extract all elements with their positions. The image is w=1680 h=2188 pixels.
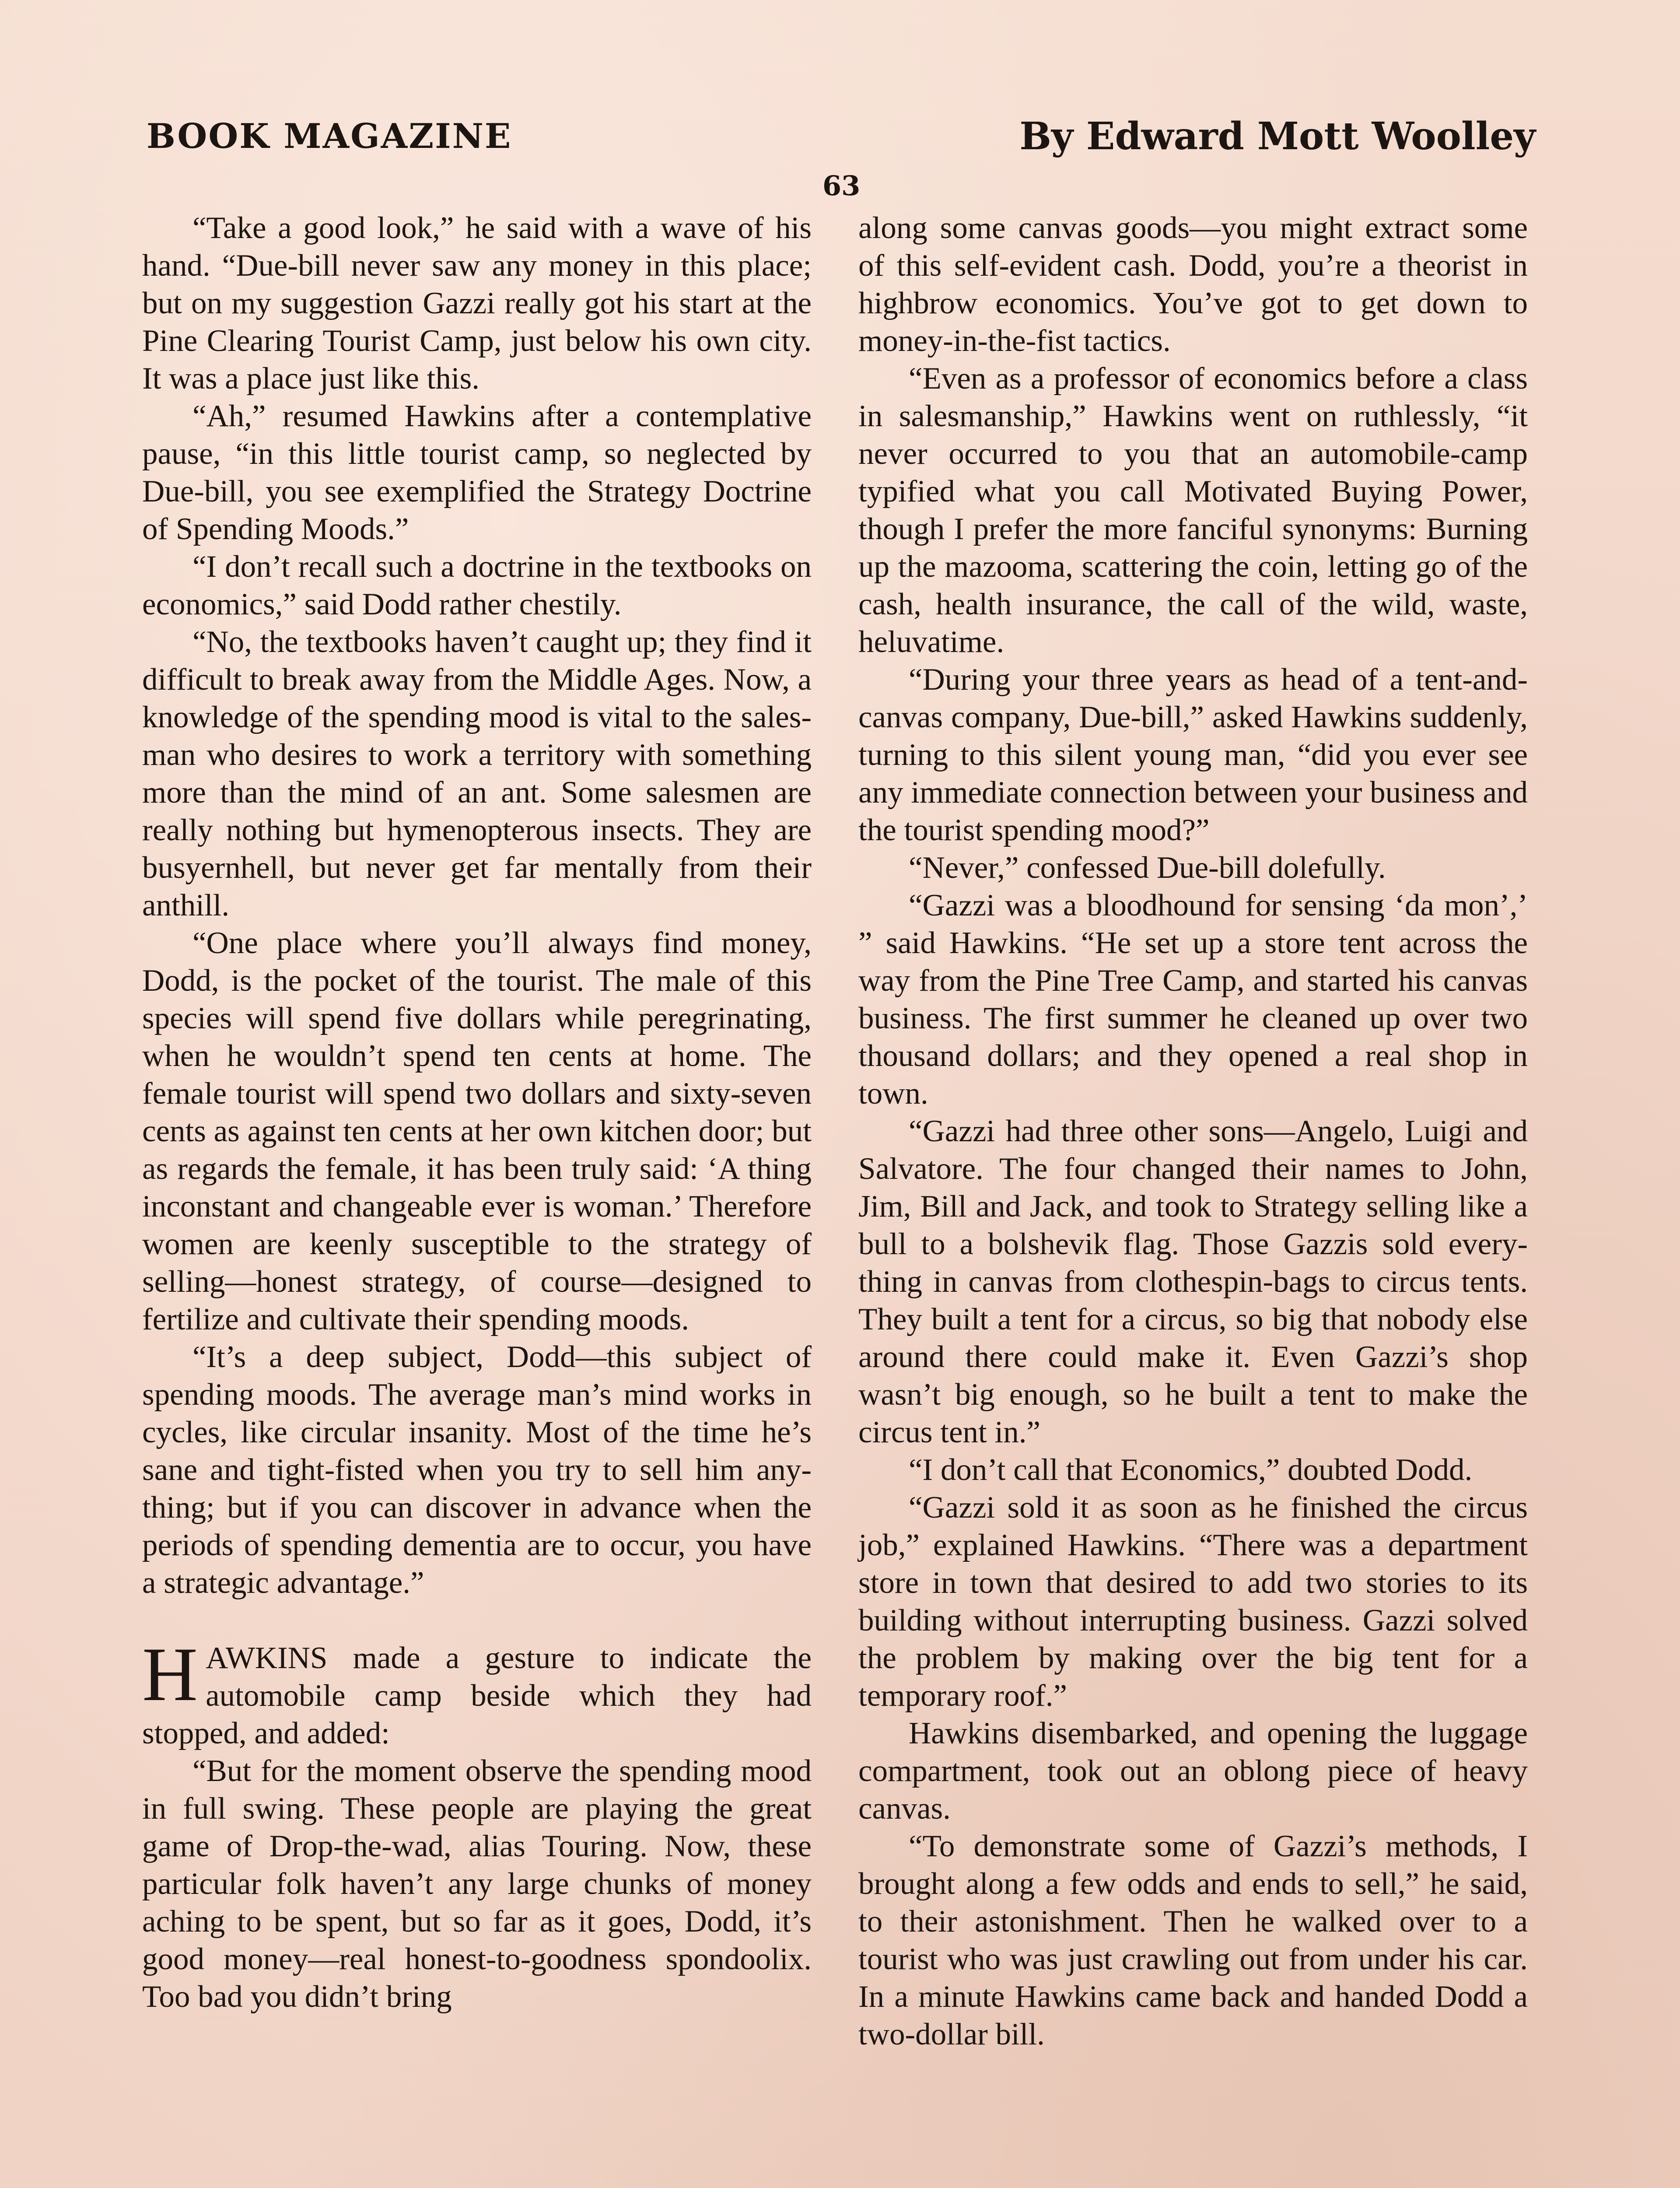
paragraph: “To demonstrate some of Gazzi’s methods, I brought along a few odds and ends to sell,” he said, to their astonishment. Then he walked over to a tourist who was just crawling out from under his car. In a minute Hawkins came back and handed Dodd a two-dollar bill. [858, 1829, 1528, 2051]
paragraph: Hawkins disembarked, and opening the luggage compartment, took out an oblong piece of heavy canvas. [858, 1716, 1528, 1826]
paragraph: “Ah,” resumed Hawkins after a contemplative pause, “in this little tourist camp, so neglected by Due-bill, you see exemplified the Strategy Doctrine of Spending Moods.” [142, 399, 812, 546]
author-byline: By Edward Mott Woolley [1019, 114, 1536, 158]
paragraph: “No, the textbooks haven’t caught up; they find it difficult to break away from the Middle Ages. Now, a knowledge of the spending mood is vital to the salesman who desires to work a territory with something more than the mind of an ant. Some salesmen are really nothing but hymenopterous insects. They are busyernhell, but never get far mentally from their anthill. [142, 625, 812, 922]
drop-cap-letter: H [142, 1632, 198, 1717]
paragraph: “During your three years as head of a tent-and-canvas company, Due-bill,” asked Hawkins suddenly, turning to this silent young man, “did you ever see any immediate connection between your business and the tourist spending mood?” [858, 663, 1528, 847]
paragraph: “Gazzi was a bloodhound for sensing ‘da mon’,’ ” said Hawkins. “He set up a store tent across the way from the Pine Tree Camp, and started his canvas business. The first summer he cleaned up over two thousand dollars; and they opened a real shop in town. [858, 888, 1528, 1111]
paragraph: “Gazzi sold it as soon as he finished the circus job,” explained Hawkins. “There was a department store in town that desired to add two stories to its building without interrupting business. Gazzi solved the problem by making over the big tent for a temporary roof.” [858, 1490, 1528, 1713]
page-number: 63 [822, 170, 861, 202]
paragraph: “Never,” confessed Due-bill dolefully. [909, 851, 1386, 885]
left-text-column [142, 209, 812, 2016]
section-opening-paragraph [142, 1632, 812, 1752]
right-text-column [858, 209, 1528, 2053]
paragraph: “Gazzi had three other sons—Angelo, Luigi and Salvatore. The four changed their names to John, Jim, Bill and Jack, and took to Strategy selling like a bull to a bolshevik flag. Those Gazzis sold everything in canvas from clothespin-bags to circus tents. They built a tent for a circus, so big that nobody else around there could make it. Even Gazzi’s shop wasn’t big enough, so he built a tent to make the circus tent in.” [858, 1114, 1528, 1449]
paragraph: “It’s a deep subject, Dodd—this subject of spending moods. The average man’s mind works in cycles, like circular insanity. Most of the time he’s sane and tight-fisted when you try to sell him anything; but if you can discover in advance when the periods of spending dementia are to occur, you have a strategic advantage.” [142, 1340, 812, 1600]
paragraph: “I don’t call that Economics,” doubted Dodd. [909, 1453, 1473, 1487]
paragraph: “But for the moment observe the spending mood in full swing. These people are playing the great game of Drop-the-wad, alias Touring. Now, these particular folk haven’t any large chunks of money aching to be spent, but so far as it goes, Dodd, it’s good money—real honest-to-goodness spondoolix. Too bad you didn’t bring [142, 1754, 812, 2014]
continued-paragraph: along some canvas goods—you might extract some of this self-evident cash. Dodd, you’re a theorist in highbrow economics. You’ve got to get down to money-in-the-fist tactics. [858, 211, 1528, 358]
paragraph: “Take a good look,” he said with a wave of his hand. “Due-bill never saw any money in this place; but on my suggestion Gazzi really got his start at the Pine Clearing Tourist Camp, just below his own city. It was a place just like this. [142, 211, 812, 396]
paragraph: “Even as a professor of economics before a class in salesmanship,” Hawkins went on ruthlessly, “it never occurred to you that an automobile-camp typified what you call Motivated Buying Power, though I prefer the more fanciful synonyms: Burning up the mazooma, scattering the coin, letting go of the cash, health insurance, the call of the wild, waste, heluvatime. [858, 361, 1528, 659]
section-opening-text: AWKINS made a gesture to indicate the automobile camp beside which they had stopped, and added: [142, 1641, 812, 1750]
magazine-title: BOOK MAGAZINE [147, 116, 512, 156]
paragraph: “I don’t recall such a doctrine in the textbooks on economics,” said Dodd rather chestily. [142, 550, 812, 621]
paragraph: “One place where you’ll always find money, Dodd, is the pocket of the tourist. The male of this species will spend five dollars while peregrinating, when he wouldn’t spend ten cents at home. The female tourist will spend two dollars and sixty-seven cents as against ten cents at her own kitchen door; but as regards the female, it has been truly said: ‘A thing inconstant and changeable ever is woman.’ Therefore women are keenly susceptible to the strategy of selling—honest strategy, of course—designed to fertilize and cultivate their spending moods. [142, 926, 812, 1336]
